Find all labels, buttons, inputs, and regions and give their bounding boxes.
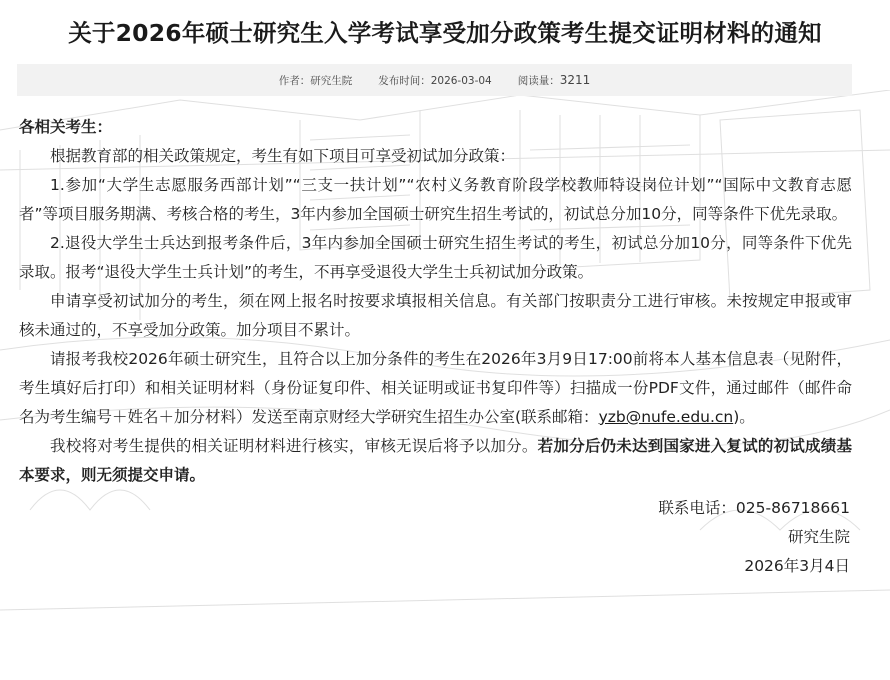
meta-date xyxy=(378,73,492,88)
paragraph-verification xyxy=(19,432,852,490)
paragraph-item-2: 2.退役大学生士兵达到报考条件后，3年内参加全国硕士研究生招生考试的考生，初试总分加10分，同等条件下优先录取。报考“退役大学生士兵计划”的考生，不再享受退役大学生士兵初试加分政策。 xyxy=(19,234,852,281)
salutation: 各相关考生： xyxy=(19,118,113,136)
paragraph-apply-rules: 申请享受初试加分的考生，须在网上报名时按要求填报相关信息。有关部门按职责分工进行审核。未按规定申报或审核未通过的，不享受加分政策。加分项目不累计。 xyxy=(19,292,852,339)
paragraph-intro: 根据教育部的相关政策规定，考生有如下项目可享受初试加分政策： xyxy=(50,147,516,165)
submission-text-end: )。 xyxy=(733,408,755,426)
meta-date-value: 2026-03-04 xyxy=(430,74,492,87)
meta-author-label: 作者： xyxy=(278,74,311,87)
article-body xyxy=(19,113,852,581)
meta-views xyxy=(518,73,591,88)
paragraph-item-1: 1.参加“大学生志愿服务西部计划”“三支一扶计划”“农村义务教育阶段学校教师特设岗位计划”“国际中文教育志愿者”等项目服务期满、考核合格的考生，3年内参加全国硕士研究生招生考试的，初试总分加10分，同等条件下优先录取。 xyxy=(19,176,852,223)
contact-email-link[interactable]: yzb@nufe.edu.cn xyxy=(598,408,734,426)
contact-phone: 联系电话：025-86718661 xyxy=(658,499,850,517)
meta-author xyxy=(279,73,353,88)
verification-bold-note: 若加分后仍未达到国家进入复试的初试成绩基本要求，则无须提交申请。 xyxy=(19,437,852,484)
meta-date-label: 发布时间： xyxy=(378,74,431,87)
submission-text: 请报考我校2026年硕士研究生，且符合以上加分条件的考生在2026年3月9日17:00前将本人基本信息表（见附件，考生填好后打印）和相关证明材料（身份证复印件、相关证明或证书复印件等）扫描成一份PDF文件，通过邮件（邮件命名为考生编号＋姓名＋加分材料）发送至南京财经大学研究生招生办公室(联系邮箱： xyxy=(19,350,852,426)
article-title: 关于2026年硕士研究生入学考试享受加分政策考生提交证明材料的通知 xyxy=(68,19,822,47)
meta-views-value: 3211 xyxy=(559,72,591,87)
meta-author-value: 研究生院 xyxy=(310,74,353,87)
meta-views-label: 阅读量： xyxy=(517,74,560,87)
article-meta-bar xyxy=(17,64,852,96)
paragraph-submission xyxy=(19,345,852,432)
signature-date: 2026年3月4日 xyxy=(744,557,850,575)
signature-block xyxy=(19,494,852,581)
signature-org: 研究生院 xyxy=(787,528,850,546)
verification-text: 我校将对考生提供的相关证明材料进行核实，审核无误后将予以加分。 xyxy=(50,437,538,455)
